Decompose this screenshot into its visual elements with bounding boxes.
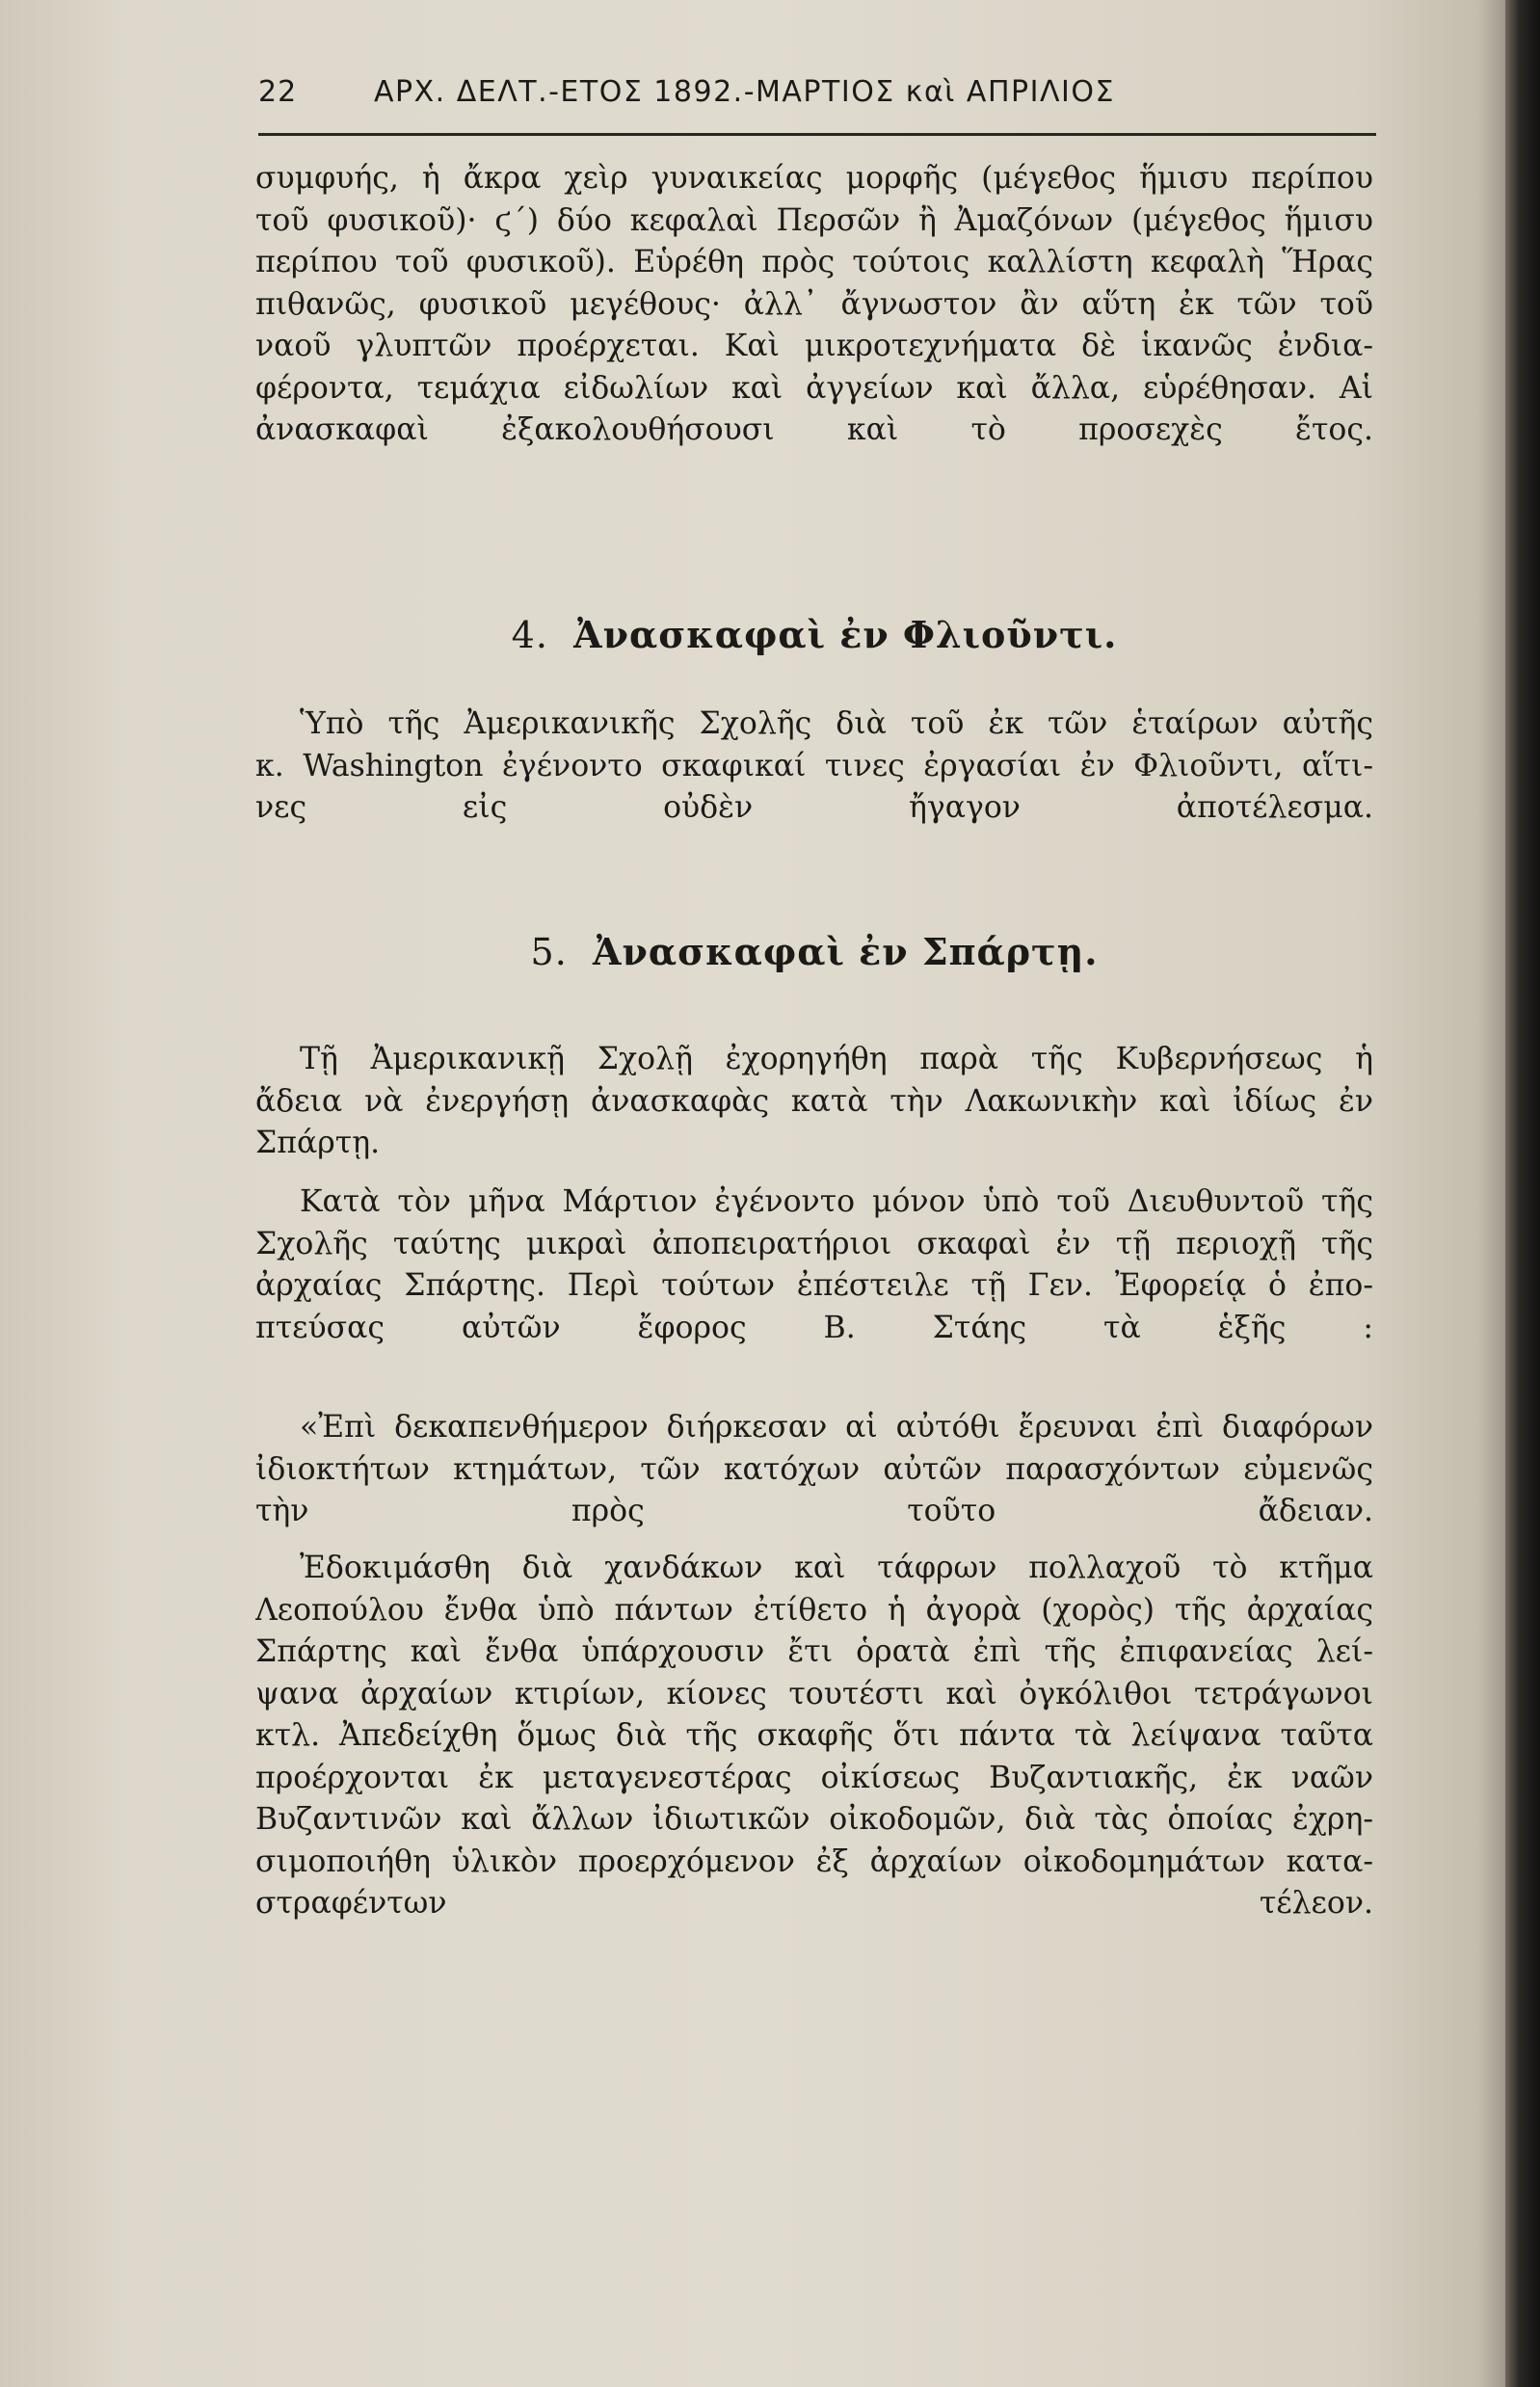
- paragraph-sparta-4: [255, 1548, 1373, 1590]
- text-line: τοῦ φυσικοῦ)· ϛ΄) δύο κεφαλαὶ Περσῶν ἢ Ἀμαζόνων (μέγεθος ἥμισυ: [255, 202, 1373, 238]
- text-line: ἀρχαίας Σπάρτης. Περὶ τούτων ἐπέστειλε τῇ Γεν. Ἐφορείᾳ ὁ ἐπο-: [255, 1268, 1373, 1303]
- text-line: ναοῦ γλυπτῶν προέρχεται. Καὶ μικροτεχνήματα δὲ ἱκανῶς ἐνδια-: [255, 329, 1373, 363]
- text-line: «Ἐπὶ δεκαπενθήμερον διήρκεσαν αἱ αὐτόθι ἔρευναι ἐπὶ διαφόρων: [300, 1410, 1373, 1445]
- paragraph-sparta-2: [255, 1181, 1373, 1224]
- book-spine-shadow: [1505, 0, 1540, 2387]
- header-rule: [258, 133, 1376, 136]
- text-line: Βυζαντινῶν καὶ ἄλλων ἰδιωτικῶν οἰκοδομῶν, διὰ τὰς ὁποίας ἐχρη-: [255, 1802, 1373, 1837]
- text-line: κ. Washington ἐγένοντο σκαφικαί τινες ἐργασίαι ἐν Φλιοῦντι, αἵτι-: [255, 748, 1373, 783]
- page-header: [258, 69, 1280, 127]
- page-number: 22: [258, 75, 298, 109]
- paragraph-sparta-2-cont: [255, 1224, 1373, 1350]
- text-line: Σχολῆς ταύτης μικραὶ ἀποπειρατήριοι σκαφαὶ ἐν τῇ περιοχῇ τῆς: [255, 1226, 1373, 1261]
- paragraph-phlious-cont: [255, 746, 1373, 830]
- text-line: ψανα ἀρχαίων κτιρίων, κίονες τουτέστι καὶ ὀγκόλιθοι τετράγωνοι: [255, 1676, 1373, 1711]
- text-line: Κατὰ τὸν μῆνα Μάρτιον ἐγένοντο μόνον ὑπὸ τοῦ Διευθυντοῦ τῆς: [300, 1184, 1373, 1219]
- section-number: 4.: [511, 614, 548, 656]
- text-line: Σπάρτῃ.: [255, 1126, 381, 1160]
- text-line: τὴν πρὸς τοῦτο ἄδειαν.: [255, 1494, 1373, 1528]
- text-line: συμφυής, ἡ ἄκρα χεὶρ γυναικείας μορφῆς (μέγεθος ἥμισυ περίπου: [255, 161, 1373, 196]
- text-line: περίπου τοῦ φυσικοῦ). Εὑρέθη πρὸς τούτοις καλλίστη κεφαλὴ Ἥρας: [255, 245, 1373, 279]
- paragraph-sparta-3: [255, 1407, 1373, 1449]
- text-line: Τῇ Ἀμερικανικῇ Σχολῇ ἐχορηγήθη παρὰ τῆς Κυβερνήσεως ἡ: [300, 1042, 1373, 1076]
- text-line: ἀνασκαφαὶ ἐξακολουθήσουσι καὶ τὸ προσεχὲς ἔτος.: [255, 412, 1373, 447]
- text-line: πιθανῶς, φυσικοῦ μεγέθους· ἀλλ᾽ ἄγνωστον ἂν αὕτη ἐκ τῶν τοῦ: [255, 286, 1373, 322]
- text-line: ἄδεια νὰ ἐνεργήσῃ ἀνασκαφὰς κατὰ τὴν Λακωνικὴν καὶ ἰδίως ἐν: [255, 1083, 1373, 1119]
- text-line: ἰδιοκτήτων κτημάτων, τῶν κατόχων αὐτῶν παρασχόντων εὐμενῶς: [255, 1451, 1373, 1487]
- text-line: νες εἰς οὐδὲν ἤγαγον ἀποτέλεσμα.: [255, 790, 1373, 825]
- paragraph-sparta-3-cont: [255, 1449, 1373, 1533]
- paragraph-intro: [255, 158, 1373, 452]
- text-line: Ἐδοκιμάσθη διὰ χανδάκων καὶ τάφρων πολλαχοῦ τὸ κτῆμα: [300, 1551, 1373, 1585]
- text-line: προέρχονται ἐκ μεταγενεστέρας οἰκίσεως Βυζαντιακῆς, ἐκ ναῶν: [255, 1760, 1373, 1795]
- section-title: Ἀνασκαφαὶ ἐν Φλιοῦντι.: [573, 613, 1118, 656]
- section-heading-4: [255, 613, 1373, 656]
- text-line: στραφέντων τέλεον.: [255, 1886, 1373, 1921]
- text-line: πτεύσας αὐτῶν ἔφορος Β. Στάης τὰ ἑξῆς :: [255, 1310, 1373, 1345]
- text-line: σιμοποιήθη ὑλικὸν προερχόμενον ἐξ ἀρχαίων οἰκοδομημάτων κατα-: [255, 1843, 1373, 1879]
- paragraph-sparta-4-cont: [255, 1590, 1373, 1925]
- paragraph-phlious: [255, 703, 1373, 746]
- section-title: Ἀνασκαφαὶ ἐν Σπάρτῃ.: [593, 930, 1099, 973]
- section-number: 5.: [530, 931, 568, 973]
- text-line: κτλ. Ἀπεδείχθη ὅμως διὰ τῆς σκαφῆς ὅτι πάντα τὰ λείψανα ταῦτα: [255, 1718, 1373, 1753]
- paragraph-sparta-1: [255, 1039, 1373, 1081]
- text-line: Ὑπὸ τῆς Ἀμερικανικῆς Σχολῆς διὰ τοῦ ἐκ τῶν ἑταίρων αὐτῆς: [300, 706, 1373, 741]
- section-heading-5: [255, 930, 1373, 973]
- text-line: φέροντα, τεμάχια εἰδωλίων καὶ ἀγγείων καὶ ἄλλα, εὑρέθησαν. Αἱ: [255, 370, 1373, 406]
- paragraph-sparta-1-cont: [255, 1081, 1373, 1165]
- running-head: ΑΡΧ. ΔΕΛΤ.-ΕΤΟΣ 1892.-ΜΑΡΤΙΟΣ καὶ ΑΠΡΙΛΙΟΣ: [374, 75, 1115, 109]
- text-line: Λεοπούλου ἔνθα ὑπὸ πάντων ἐτίθετο ἡ ἀγορὰ (χορὸς) τῆς ἀρχαίας: [255, 1592, 1373, 1628]
- text-line: Σπάρτης καὶ ἔνθα ὑπάρχουσιν ἔτι ὁρατὰ ἐπὶ τῆς ἐπιφανείας λεί-: [255, 1634, 1373, 1669]
